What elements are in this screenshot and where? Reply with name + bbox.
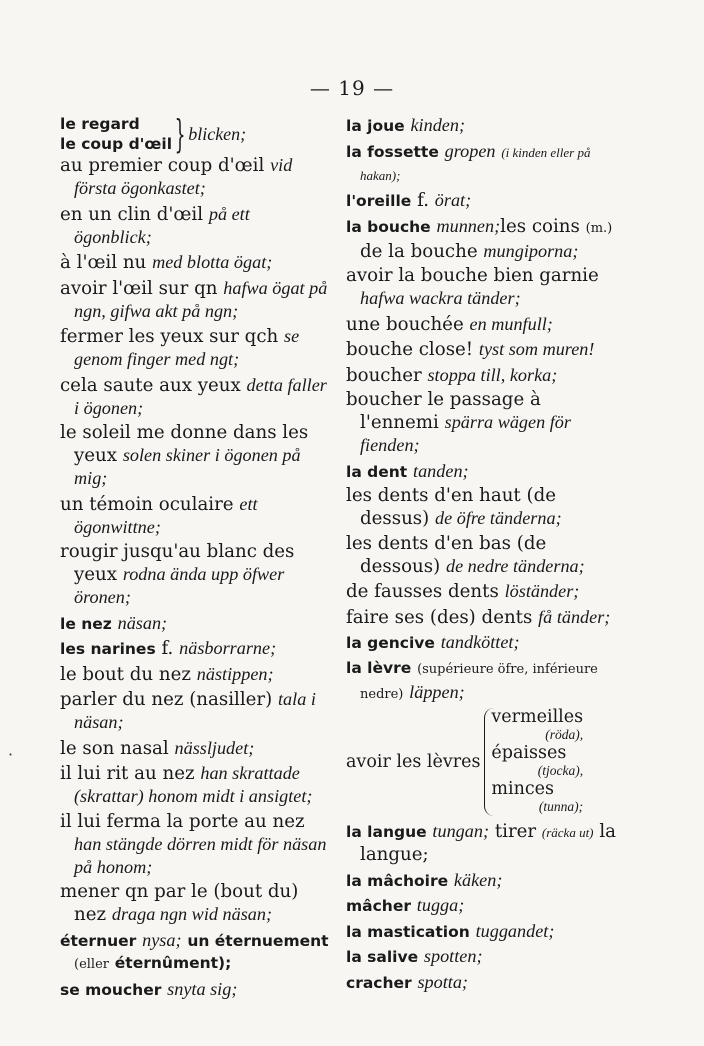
left-column	[60, 114, 332, 1004]
entry: la salive spotten;	[346, 946, 483, 966]
entry: la joue kinden;	[346, 115, 466, 135]
entry: bouche close! tyst som muren!	[346, 339, 595, 360]
entry: boucher le passage à l'ennemi spärra wägen för fienden;	[346, 389, 571, 455]
margin-mark: ·	[8, 745, 14, 764]
right-column	[346, 114, 622, 996]
entry: les dents d'en haut (de dessus) de öfre tänderna;	[346, 485, 562, 529]
entry: se moucher snyta sig;	[60, 979, 238, 999]
entry-regard	[60, 114, 332, 154]
entry: la gencive tandköttet;	[346, 632, 520, 652]
entry: à l'œil nu med blotta ögat;	[60, 252, 273, 273]
entry-levres: avoir les lèvres vermeilles (röda), épaisses (tjocka), minces (tunna);	[346, 707, 584, 814]
page-number: — 19 —	[309, 76, 395, 100]
entry: il lui rit au nez han skrattade (skrattar) honom midt i ansigtet;	[60, 763, 313, 806]
entry: le son nasal nässljudet;	[60, 737, 255, 759]
entry: cracher spotta;	[346, 971, 468, 992]
entry: mener qn par le (bout du) nez draga ngn wid näsan;	[60, 881, 299, 925]
headword: le regard	[60, 115, 140, 133]
entry: un témoin oculaire ett ögonwittne;	[60, 493, 258, 537]
brace-icon: }	[174, 112, 186, 156]
lips-options	[484, 708, 583, 816]
entry: la mâchoire käken;	[346, 869, 503, 890]
entry: au premier coup d'œil vid första ögonkastet;	[60, 155, 293, 198]
entry: la bouche munnen;les coins (m.) de la bouche mungiporna;	[346, 215, 613, 262]
entry: parler du nez (nasiller) tala i näsan;	[60, 689, 316, 732]
entry: mâcher tugga;	[346, 895, 465, 915]
entry: boucher stoppa till, korka;	[346, 364, 558, 386]
entry: une bouchée en munfull;	[346, 313, 553, 335]
entry: les dents d'en bas (de dessous) de nedre tänderna;	[346, 532, 585, 577]
entry: l'oreille f. örat;	[346, 190, 472, 211]
option: vermeilles (röda),	[491, 707, 584, 742]
entry: il lui ferma la porte au nez han stängde dörren midt för näsan på honom;	[60, 810, 327, 877]
entry: la lèvre (supérieure öfre, inférieure nedre) läppen;	[346, 658, 598, 702]
entry: éternuer nysa; un éternuement (eller éternûment);	[60, 929, 329, 972]
option: minces (tunna);	[491, 779, 584, 814]
entry: le soleil me donne dans les yeux solen skiner i ögonen på mig;	[60, 422, 309, 488]
entry: avoir l'œil sur qn hafwa ögat på ngn, gifwa akt på ngn;	[60, 277, 328, 321]
option: épaisses (tjocka),	[491, 743, 584, 778]
entry: fermer les yeux sur qch se genom finger med ngt;	[60, 326, 300, 369]
entry: le nez näsan;	[60, 612, 168, 633]
entry: la mastication tuggandet;	[346, 920, 555, 941]
entry: rougir jusqu'au blanc des yeux rodna ända upp öfwer öronen;	[60, 541, 295, 607]
entry: le bout du nez nästippen;	[60, 663, 274, 685]
entry: cela saute aux yeux detta faller i ögonen;	[60, 374, 327, 418]
entry: avoir la bouche bien garnie hafwa wackra tänder;	[346, 265, 599, 308]
entry: de fausses dents löständer;	[346, 581, 580, 602]
headword: le coup d'œil	[60, 135, 173, 153]
swedish-translation: blicken;	[188, 123, 247, 144]
entry: en un clin d'œil på ett ögonblick;	[60, 203, 250, 247]
entry: la dent tanden;	[346, 460, 469, 481]
entry: les narines f. näsborrarne;	[60, 638, 277, 659]
entry: faire ses (des) dents få tänder;	[346, 606, 611, 628]
entry: la fossette gropen (i kinden eller på hakan);	[346, 140, 591, 183]
entry: la langue tungan; tirer (räcka ut) la langue;	[346, 821, 616, 865]
